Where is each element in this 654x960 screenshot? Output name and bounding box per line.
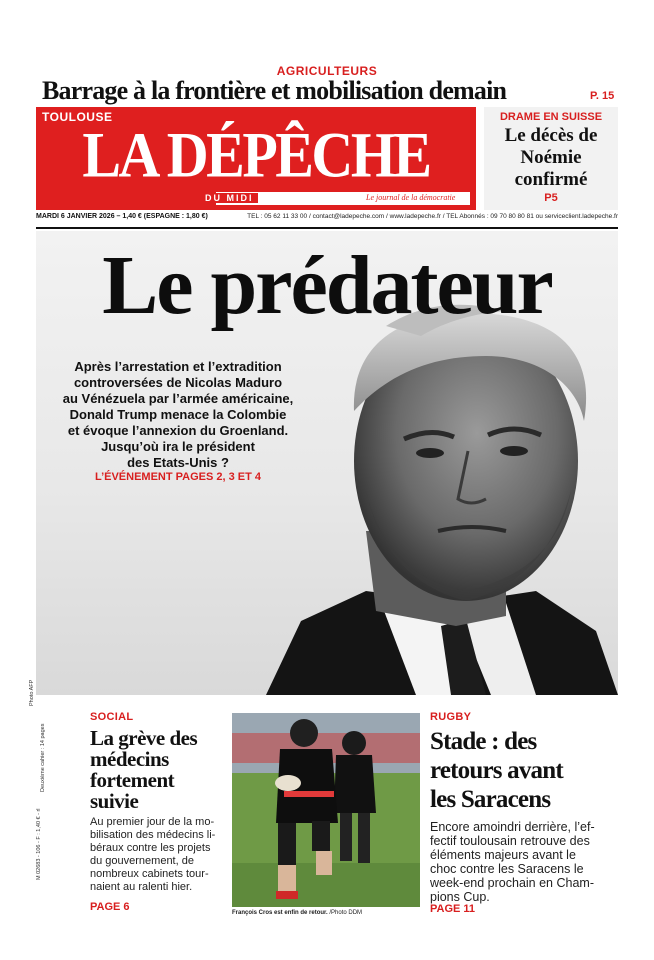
dateline-date-price: MARDI 6 JANVIER 2026 – 1,40 € (ESPAGNE : 1,80 €) [36, 213, 208, 220]
masthead-tagline: Le journal de la démocratie [366, 193, 456, 202]
rugby-body: Encore amoindri derrière, l’ef- fectif toulousain retrouve des éléments majeurs avant le choc contre les Saracens le week-end prochain en Cham- pions Cup. [430, 820, 595, 904]
top-story-kicker: AGRICULTEURS [276, 64, 378, 78]
dateline-contact: TEL : 05 62 11 33 00 / contact@ladepeche.com / www.ladepeche.fr / TEL Abonnés : 09 70 80 80 81 ou serviceclient.ladepeche.fr [247, 213, 618, 220]
side-story[interactable] [484, 107, 618, 210]
side-story-kicker: DRAME EN SUISSE [499, 111, 603, 123]
top-story-page: P. 15 [590, 90, 615, 102]
rugby-headline[interactable]: Stade : des retours avant les Saracens [430, 728, 563, 813]
photo-caption [232, 910, 362, 916]
photo-caption-text: François Cros est enfin de retour. [232, 910, 328, 916]
photo-caption-credit: /Photo DDM [329, 910, 363, 916]
barcode-text: M 02683 - 106 - F : 1,40 € - rl [36, 808, 42, 880]
photo-credit-vertical: Photo AFP [29, 679, 35, 706]
lead-headline: Le prédateur [102, 239, 552, 332]
dateline [36, 213, 618, 229]
masthead-title: LA DÉPÊCHE [82, 118, 430, 191]
lead-summary: Après l’arrestation et l’extradition controversées de Nicolas Maduro au Vénézuela par l’armée américaine, Donald Trump menace la Colombie et évoque l’annexion du Groenland. Jusqu’où ira le président des Etats-Unis ? [62, 359, 294, 470]
rugby-photo-illustration [232, 713, 420, 907]
social-headline[interactable]: La grève des médecins fortement suivie [90, 726, 198, 813]
masthead-subtitle: DU MIDI [201, 193, 258, 203]
masthead [36, 107, 476, 210]
side-story-page: P5 [544, 192, 558, 204]
social-body: Au premier jour de la mo- bilisation des médecins li- béraux contre les projets du gouvernement, de nombreux cabinets tour- naient au ralenti hier. [90, 816, 216, 893]
social-kicker: SOCIAL [90, 711, 134, 723]
top-story-headline[interactable]: Barrage à la frontière et mobilisation demain [42, 76, 507, 105]
rugby-kicker: RUGBY [430, 711, 472, 723]
side-story-headline: Le décès de Noémie confirmé [504, 125, 598, 190]
lead-story[interactable] [36, 231, 618, 695]
lead-page-ref: L’ÉVÉNEMENT PAGES 2, 3 ET 4 [94, 471, 262, 483]
masthead-city: TOULOUSE [42, 110, 113, 124]
social-page: PAGE 6 [90, 901, 130, 913]
rugby-photo[interactable] [232, 713, 420, 907]
supplement-note: Deuxième cahier : 14 pages [40, 723, 46, 792]
rugby-page: PAGE 11 [430, 903, 476, 915]
